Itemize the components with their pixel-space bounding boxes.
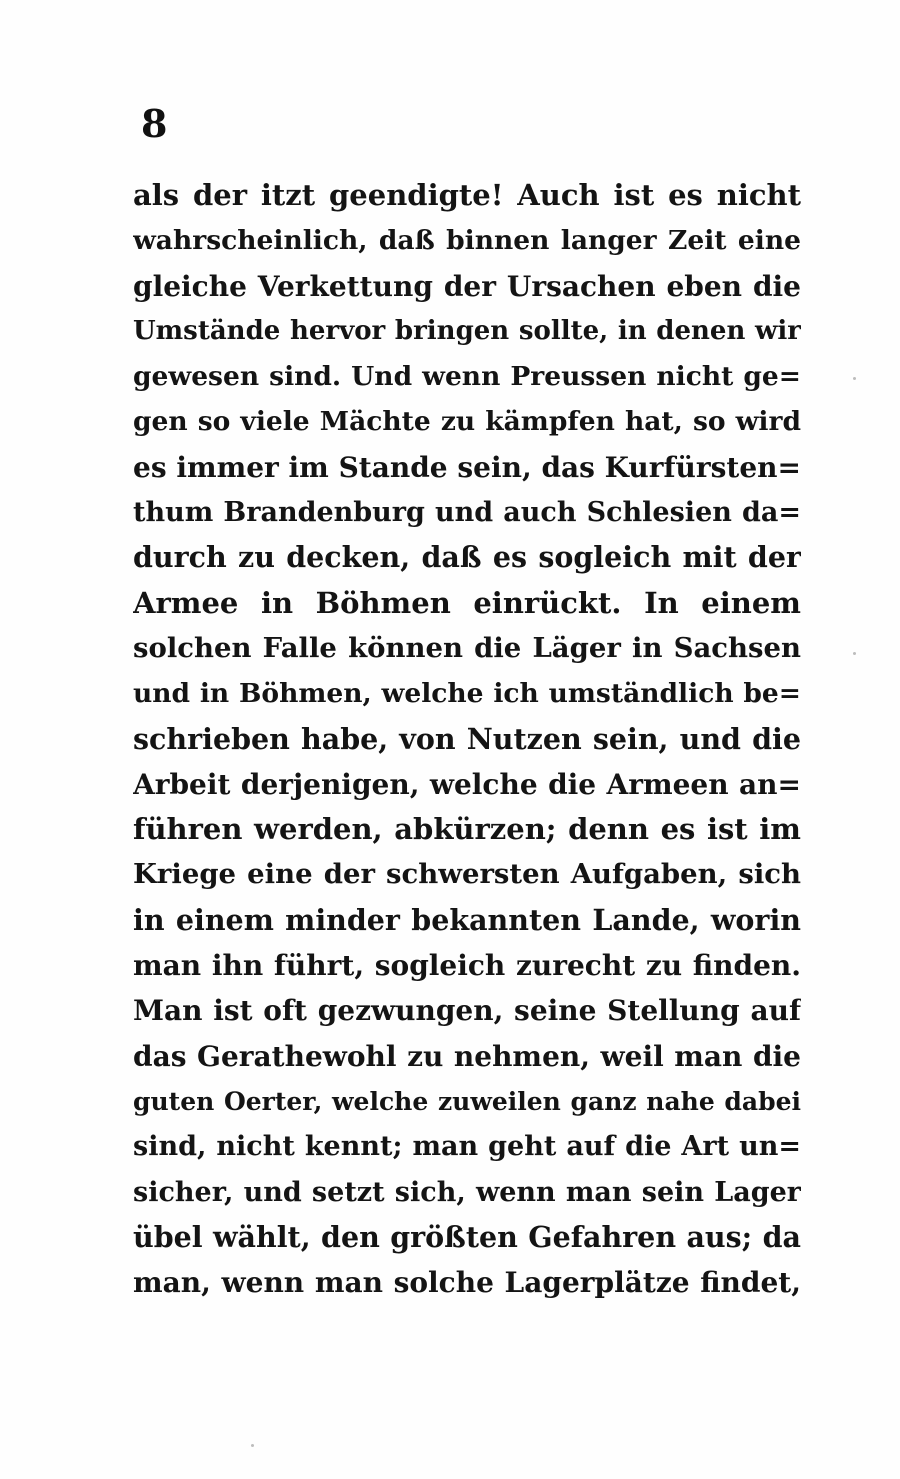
text-line: sind, nicht kennt; man geht auf die Art un=: [133, 1131, 801, 1163]
body-text: [133, 173, 801, 1305]
text-line: gewesen sind. Und wenn Preussen nicht ge=: [133, 361, 801, 393]
text-line: man, wenn man solche Lagerplätze findet,: [133, 1266, 801, 1300]
text-line: es immer im Stande sein, das Kurfürsten=: [133, 450, 801, 484]
paper-speck: [251, 1444, 254, 1447]
text-line: guten Oerter, welche zuweilen ganz nahe dabei: [133, 1086, 801, 1116]
text-line: als der itzt geendigte! Auch ist es nicht: [133, 178, 801, 212]
text-line: das Gerathewohl zu nehmen, weil man die: [133, 1039, 801, 1073]
text-line: solchen Falle können die Läger in Sachsen: [133, 631, 801, 664]
text-line: Man ist oft gezwungen, seine Stellung auf: [133, 994, 801, 1028]
text-line: in einem minder bekannten Lande, worin: [133, 902, 801, 937]
text-line: führen werden, abkürzen; denn es ist im: [133, 812, 801, 847]
text-line: gleiche Verkettung der Ursachen eben die: [133, 269, 801, 303]
text-line: gen so viele Mächte zu kämpfen hat, so wird: [133, 406, 801, 438]
text-line: wahrscheinlich, daß binnen langer Zeit eine: [133, 225, 801, 257]
text-line: Armee in Böhmen einrückt. In einem: [133, 585, 801, 620]
paper-speck: [853, 377, 856, 380]
text-line: man ihn führt, sogleich zurecht zu finden.: [133, 949, 801, 983]
text-line: thum Brandenburg und auch Schlesien da=: [133, 497, 801, 529]
text-line: schrieben habe, von Nutzen sein, und die: [133, 721, 801, 756]
text-line: durch zu decken, daß es sogleich mit der: [133, 540, 801, 575]
paper-speck: [853, 652, 856, 655]
text-line: Kriege eine der schwersten Aufgaben, sich: [133, 858, 801, 891]
text-line: Arbeit derjenigen, welche die Armeen an=: [133, 767, 801, 801]
text-line: Umstände hervor bringen sollte, in denen wir: [133, 315, 801, 346]
text-line: sicher, und setzt sich, wenn man sein Lager: [133, 1176, 801, 1208]
page-number: 8: [141, 101, 168, 146]
text-line: und in Böhmen, welche ich umständlich be=: [133, 678, 801, 710]
text-line: übel wählt, den größten Gefahren aus; da: [133, 1219, 801, 1254]
